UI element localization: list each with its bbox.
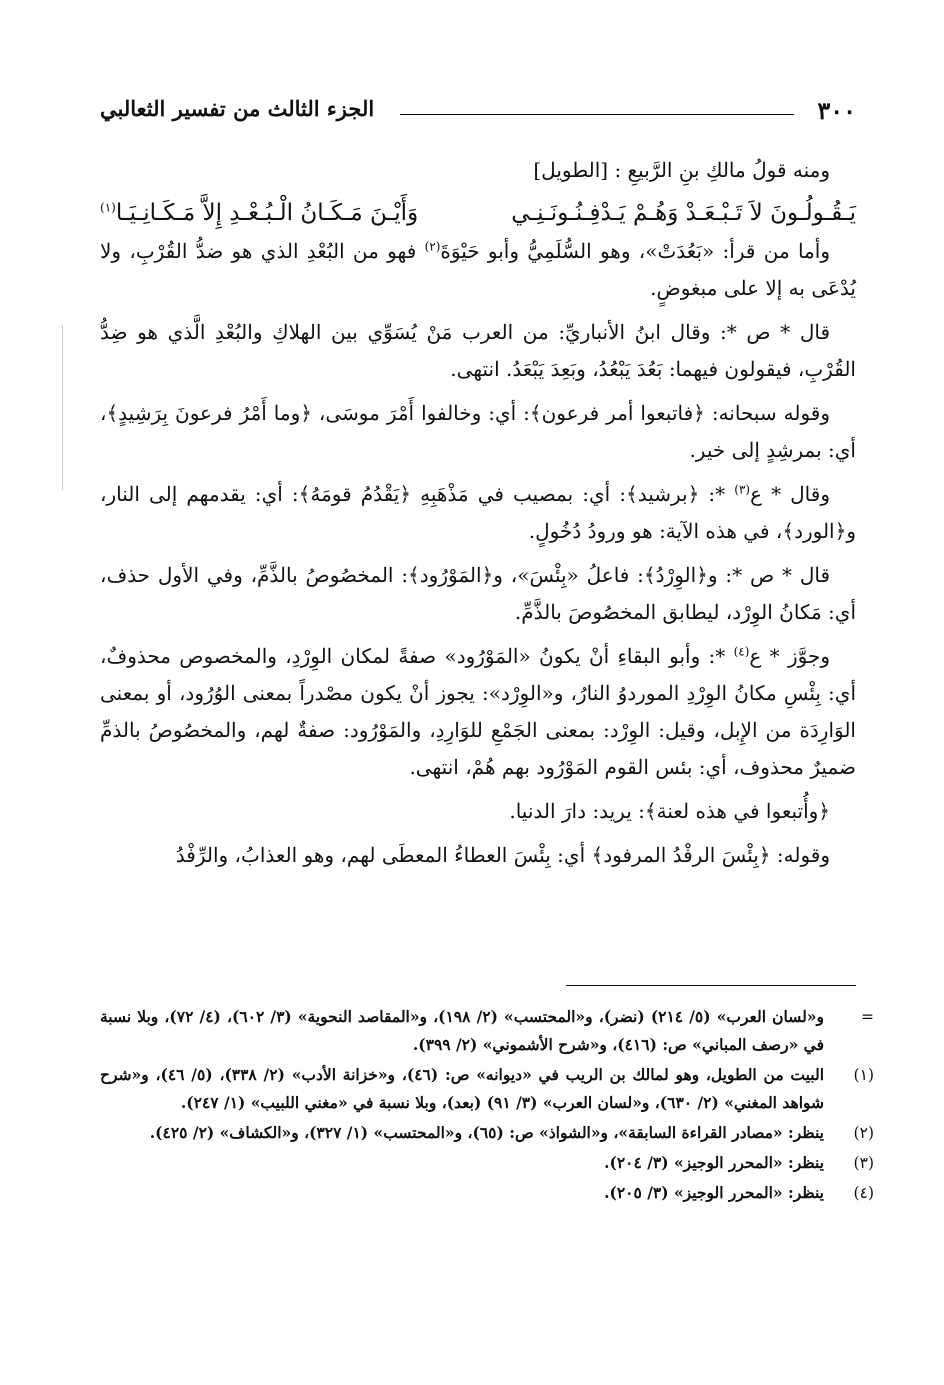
paragraph: وجوَّز * ع$^{(٤)}$ *: وأبو البقاءِ أنْ يكونُ «المَوْرُود» صفةً لمكان الوِرْدِ، والمخصوص محذوفٌ، أي: بِئْسِ مكانُ الوِرْدِ الموردوُ النارُ، و«الوِرْد»: يجوز أنْ يكون مصْدراً بمعنى الوُرُود، أو بمعنى الوَارِدَة من الإِبل، وقيل: الوِرْد: بمعنى الجَمْعِ للوَارِدِ، والمَوْرُود: صفةٌ لهم، والمخصُوصُ بالذمِّ ضميرٌ محذوف، أي: بئس القوم المَوْرُود بهم هُمْ، انتهى. bbox=[100, 644, 856, 779]
paragraph: وقوله سبحانه: ﴿فاتبعوا أمر فرعون﴾: أي: وخالفوا أَمْرَ موسَى، ﴿وما أَمْرُ فرعونَ بِرَشِيدٍ﴾، أي: بمرشِدٍ إلى خير. bbox=[100, 401, 856, 462]
footnote-text: ينظر: «مصادر القراءة السابقة»، و«الشواذ» ص: (٦٥)، و«المحتسب» (١/ ٣٢٧)، و«الكشاف» (٢/ ٤٢٥). bbox=[149, 1123, 824, 1142]
page-header bbox=[100, 96, 856, 132]
footnote-ref: (١) bbox=[100, 200, 116, 215]
paragraph: قال * ص *: وقال ابنُ الأنباريِّ: من العرب مَنْ يُسَوِّي بين الهلاكِ والبُعْدِ الَّذي هو ضِدُّ القُرْبِ، فيقولون فيهما: بَعُدَ يَبْعُدُ، وبَعِدَ يَبْعَدُ. انتهى. bbox=[100, 320, 856, 381]
footnote-marker: = bbox=[861, 1008, 874, 1026]
footnote-marker: (٢) bbox=[853, 1124, 874, 1142]
poem-verse bbox=[100, 193, 856, 233]
footnote bbox=[100, 1061, 874, 1117]
footnote-text: البيت من الطويل، وهو لمالك بن الريب في «ديوانه» ص: (٤٦)، و«خزانة الأدب» (٢/ ٣٣٨)، (٥/ ٤٦)، و«شرح شواهد المغني» (٢/ ٦٣٠)، و«لسان العرب» (٣/ ٩١) (بعد)، وبلا نسبة في «مغني اللبيب» (١/ ٢٤٧). bbox=[100, 1065, 825, 1112]
footnote-separator bbox=[566, 985, 856, 986]
poem-intro: ومنه قولُ مالكِ بنِ الرَّبيعِ : [الطويل] bbox=[533, 158, 830, 182]
footnote bbox=[100, 1179, 874, 1207]
footnote-ref: (٢) bbox=[424, 239, 441, 254]
footnote-ref: (٣) bbox=[734, 482, 751, 497]
paragraph: وأما من قرأ: «بَعُدَتْ»، وهو السُّلَمِيُّ وأبو حَيْوَةَ$^{(٢)}$ فهو من البُعْدِ الذي هو ضدُّ القُرْبِ، ولا يُدْعَى به إلا على مبغوضٍ. bbox=[100, 239, 856, 300]
paragraph: قال * ص *: و﴿الوِرْدُ﴾: فاعلُ «بِئْسَ»، و﴿المَوْرُود﴾: المخصُوصُ بالذَّمِّ، وفي الأول حذف، أي: مَكانُ الوِرْد، ليطابق المخصُوصَ بالذَّمِّ. bbox=[100, 563, 856, 624]
header-rule bbox=[400, 114, 794, 115]
footnote bbox=[100, 1119, 874, 1147]
footnote-marker: (٤) bbox=[853, 1184, 874, 1202]
footnote bbox=[100, 1149, 874, 1177]
footnote-ref: (٤) bbox=[733, 644, 750, 659]
verse-first-hemistich: يَـقُـولُـونَ لاَ تَـبْـعَـدْ وَهُـمْ يَـدْفِـنُـونَـنِـي bbox=[511, 200, 856, 226]
footnote-marker: (٣) bbox=[853, 1154, 874, 1172]
paragraph: وقال * ع$^{(٣)}$ *: ﴿برشيد﴾: أي: بمصيب في مَذْهَبِهِ ﴿يَقْدُمُ قومَهُ﴾: أي: يقدمهم إلى النار، و﴿الورد﴾، في هذه الآية: هو ورودُ دُخُولٍ. bbox=[100, 482, 856, 543]
footnote-text: ينظر: «المحرر الوجيز» (٣/ ٢٠٤). bbox=[604, 1153, 824, 1172]
footnote bbox=[100, 1003, 874, 1059]
footnote-text: ينظر: «المحرر الوجيز» (٣/ ٢٠٥). bbox=[604, 1183, 824, 1202]
main-text bbox=[100, 152, 856, 874]
scan-margin-line bbox=[62, 325, 63, 490]
running-title: الجزء الثالث من تفسير الثعالبي bbox=[100, 96, 375, 121]
paragraph: ﴿وأُتبعوا في هذه لعنة﴾: يريد: دارَ الدنيا. bbox=[509, 799, 830, 823]
page-number: ٣٠٠ bbox=[817, 96, 856, 125]
footnote-text: و«لسان العرب» (٥/ ٢١٤) (نضر)، و«المحتسب» (٢/ ١٩٨)، و«المقاصد النحوية» (٣/ ٦٠٢)، (٤/ ٧٢)، وبلا نسبة في «رصف المباني» ص: (٤١٦)، و«شرح الأشموني» (٢/ ٣٩٩). bbox=[100, 1007, 824, 1054]
paragraph: وقوله: ﴿بِئْسَ الرفْدُ المرفود﴾ أي: بِئْسَ العطاءُ المعطَى لهم، وهو العذابُ، والرِّفْدُ bbox=[175, 843, 830, 867]
verse-second-hemistich: وَأَيْـنَ مَـكَـانُ الْـبُـعْـدِ إِلاَّ مَـكَـانِـيَـا$^{(١)}$ bbox=[100, 200, 419, 226]
footnotes bbox=[100, 1003, 874, 1207]
footnote-marker: (١) bbox=[853, 1066, 874, 1084]
